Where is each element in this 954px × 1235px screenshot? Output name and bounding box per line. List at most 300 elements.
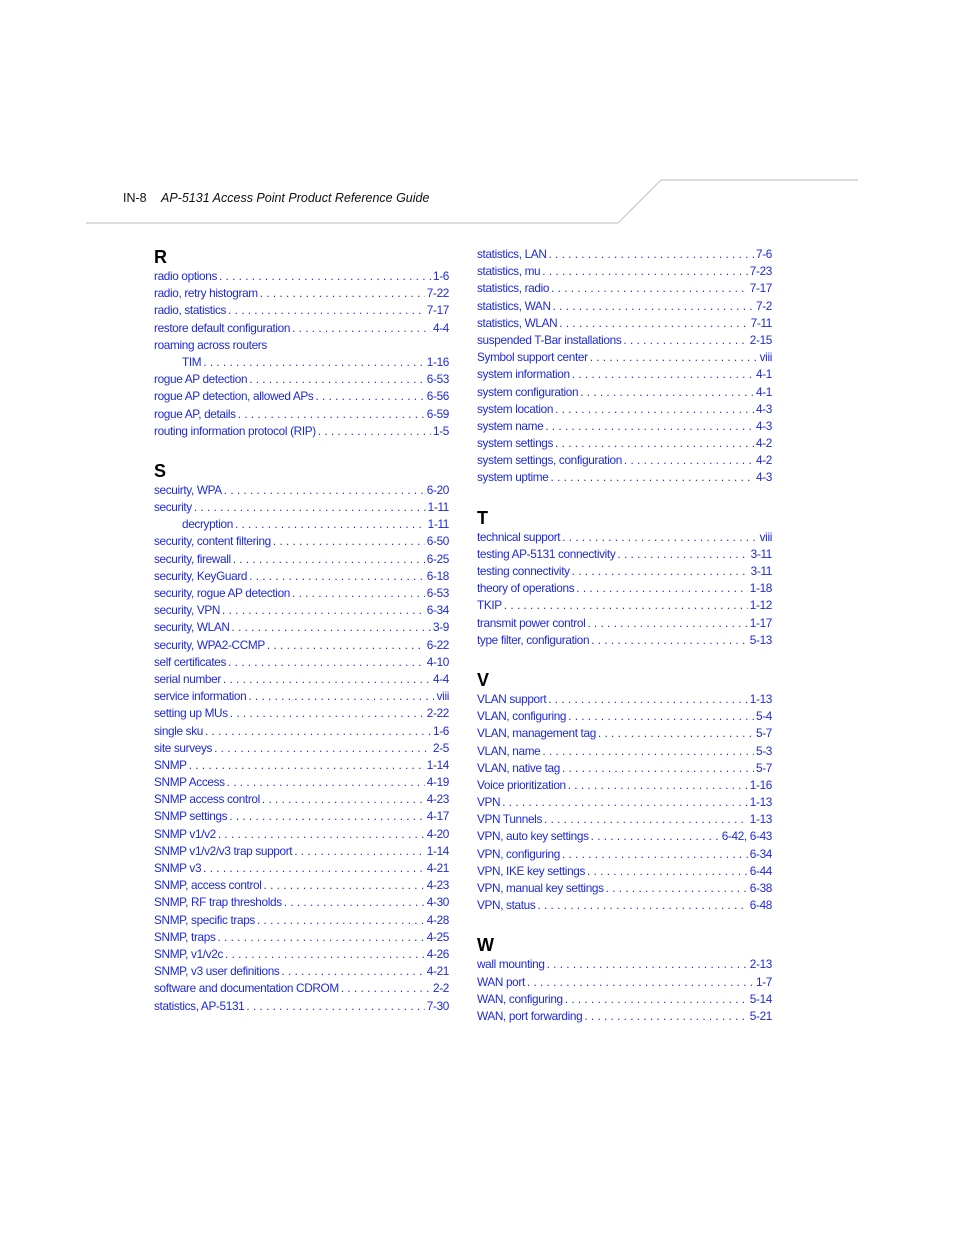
index-term[interactable]: SNMP, traps	[154, 929, 216, 944]
index-entry[interactable]	[477, 632, 772, 649]
index-entry[interactable]	[477, 384, 772, 401]
index-entry[interactable]	[477, 529, 772, 546]
index-entry[interactable]	[477, 469, 772, 486]
index-entry[interactable]	[154, 843, 449, 860]
index-entry[interactable]	[154, 585, 449, 602]
index-entry[interactable]	[154, 998, 449, 1015]
page-reference[interactable]: 7-17	[749, 281, 772, 296]
index-term[interactable]: SNMP, specific traps	[154, 912, 255, 927]
dot-leader	[590, 349, 758, 366]
index-entry[interactable]	[477, 846, 772, 863]
index-term[interactable]: security, VPN	[154, 603, 221, 618]
dot-leader	[219, 268, 431, 285]
index-term[interactable]: system location	[477, 401, 554, 416]
page-reference[interactable]: 6-53	[426, 586, 449, 600]
page-reference[interactable]: 5-13	[749, 632, 772, 647]
page-reference[interactable]: 2-13	[749, 957, 772, 972]
index-entry[interactable]	[477, 828, 772, 845]
dot-leader	[257, 912, 425, 929]
index-entry[interactable]	[477, 246, 772, 263]
dot-leader	[580, 384, 754, 401]
page-reference[interactable]: 3-11	[750, 564, 772, 578]
index-term[interactable]: WAN port	[477, 974, 525, 989]
dot-leader	[218, 929, 425, 946]
page-reference[interactable]: 4-26	[426, 946, 449, 961]
index-term[interactable]: self certificates	[154, 654, 227, 669]
index-entry[interactable]	[154, 268, 449, 285]
index-term[interactable]: decryption	[182, 517, 233, 532]
page-reference[interactable]: 1-11	[427, 500, 449, 515]
page-reference[interactable]: 1-6	[432, 269, 449, 283]
index-term[interactable]: VPN, IKE key settings	[477, 863, 586, 878]
index-term[interactable]: VPN, status	[477, 898, 536, 913]
index-term[interactable]: single sku	[154, 723, 203, 738]
page-reference[interactable]: 1-16	[749, 777, 772, 792]
page-reference[interactable]: 1-5	[432, 423, 449, 438]
page-reference[interactable]: 5-4	[755, 709, 772, 724]
dot-leader	[591, 828, 720, 845]
index-entry[interactable]	[154, 757, 449, 774]
index-term[interactable]: system information	[477, 367, 570, 382]
page-reference[interactable]: 5-7	[755, 760, 772, 775]
index-entry[interactable]	[154, 302, 449, 319]
page-reference[interactable]: viii	[759, 529, 772, 544]
index-section	[477, 669, 772, 914]
page-reference[interactable]: 4-28	[426, 912, 449, 927]
index-term[interactable]: statistics, LAN	[477, 247, 547, 261]
page-reference[interactable]: 4-2	[755, 436, 772, 451]
dot-leader	[548, 691, 748, 708]
index-term[interactable]: security, rogue AP detection	[154, 586, 291, 600]
page-reference[interactable]: 7-23	[749, 264, 772, 279]
index-term[interactable]: SNMP, access control	[154, 878, 262, 893]
page-reference[interactable]: 4-3	[755, 401, 772, 416]
dot-leader	[542, 743, 754, 760]
dot-leader	[273, 533, 425, 550]
index-entry[interactable]	[154, 671, 449, 688]
page-reference[interactable]: 1-14	[426, 843, 449, 858]
page-reference[interactable]: 4-17	[426, 809, 449, 824]
index-entry[interactable]	[477, 298, 772, 315]
index-term[interactable]: VLAN, management tag	[477, 726, 596, 741]
index-entry[interactable]	[154, 740, 449, 757]
index-term[interactable]: secuirty, WPA	[154, 482, 222, 497]
index-entry[interactable]	[154, 568, 449, 585]
page-reference[interactable]: 7-6	[755, 247, 772, 261]
index-term[interactable]: setting up MUs	[154, 706, 228, 721]
index-term[interactable]: theory of operations	[477, 581, 575, 596]
index-term[interactable]: security, KeyGuard	[154, 568, 248, 583]
index-term[interactable]: system settings, configuration	[477, 453, 622, 468]
index-section	[154, 246, 449, 440]
dot-leader	[591, 632, 748, 649]
dot-leader	[260, 285, 425, 302]
dot-leader	[218, 826, 425, 843]
dot-leader	[225, 946, 425, 963]
page-reference[interactable]: 1-7	[755, 974, 772, 989]
index-term[interactable]: routing information protocol (RIP)	[154, 423, 316, 438]
index-term[interactable]: TKIP	[477, 598, 502, 613]
dot-leader	[545, 418, 754, 435]
index-entry[interactable]	[154, 482, 449, 499]
page-reference[interactable]: 4-23	[426, 792, 449, 807]
index-entry[interactable]	[154, 619, 449, 636]
index-entry[interactable]	[154, 705, 449, 722]
index-entry[interactable]	[154, 320, 449, 337]
page-reference[interactable]: 1-13	[749, 691, 772, 706]
index-entry[interactable]	[154, 388, 449, 405]
index-term[interactable]: system name	[477, 418, 544, 433]
page-reference[interactable]: 2-2	[432, 981, 449, 996]
page-reference[interactable]: 6-34	[749, 846, 772, 861]
dot-leader	[553, 298, 754, 315]
index-entry[interactable]	[154, 808, 449, 825]
index-term[interactable]: SNMP, v3 user definitions	[154, 964, 280, 979]
dot-leader	[562, 846, 748, 863]
dot-leader	[246, 998, 424, 1015]
index-term[interactable]: TIM	[182, 354, 202, 369]
index-entry[interactable]	[154, 499, 449, 516]
index-entry[interactable]	[477, 366, 772, 383]
index-term[interactable]: VLAN, name	[477, 743, 541, 758]
index-entry[interactable]	[154, 371, 449, 388]
index-term[interactable]: SNMP v1/v2	[154, 826, 216, 841]
page-reference[interactable]: 4-25	[426, 929, 449, 944]
page-reference[interactable]: 6-59	[426, 406, 449, 421]
index-column-left	[154, 246, 449, 1015]
page-reference[interactable]: 3-9	[432, 620, 449, 635]
index-term[interactable]: statistics, WAN	[477, 298, 551, 313]
dot-leader	[555, 435, 754, 452]
index-entry[interactable]	[477, 597, 772, 614]
page-number: IN-8	[123, 191, 147, 205]
index-term[interactable]: security, content filtering	[154, 534, 271, 549]
index-entry[interactable]	[477, 580, 772, 597]
page-reference[interactable]: 6-38	[749, 881, 772, 895]
index-entry[interactable]	[477, 546, 772, 563]
index-term[interactable]: SNMP Access	[154, 775, 225, 790]
index-entry[interactable]	[154, 285, 449, 302]
page-reference[interactable]: 6-34	[426, 603, 449, 618]
page-reference[interactable]: viii	[759, 350, 772, 365]
section-letter: R	[154, 247, 167, 267]
page-reference[interactable]: 4-30	[426, 895, 449, 910]
dot-leader	[292, 320, 431, 337]
page-reference[interactable]: 6-53	[426, 372, 449, 387]
index-entry[interactable]	[154, 929, 449, 946]
index-term[interactable]: security, WLAN	[154, 620, 230, 635]
index-term[interactable]: WAN, port forwarding	[477, 1008, 583, 1023]
index-entry[interactable]	[477, 708, 772, 725]
index-entry[interactable]	[154, 423, 449, 440]
index-entry[interactable]	[154, 406, 449, 423]
index-term[interactable]: type filter, configuration	[477, 632, 590, 647]
index-term[interactable]: VPN Tunnels	[477, 812, 543, 827]
page-reference[interactable]: 6-42, 6-43	[721, 829, 772, 844]
index-term[interactable]: Symbol support center	[477, 350, 588, 365]
index-term[interactable]: software and documentation CDROM	[154, 981, 339, 996]
page-reference[interactable]: 4-3	[755, 418, 772, 433]
page-reference[interactable]: 5-14	[749, 991, 772, 1006]
index-entry[interactable]	[477, 691, 772, 708]
dot-leader	[587, 863, 748, 880]
page-reference[interactable]: 1-17	[749, 615, 772, 630]
dot-leader	[203, 860, 425, 877]
index-term[interactable]: rogue AP detection, allowed APs	[154, 389, 314, 404]
page-reference[interactable]: 6-56	[426, 389, 449, 404]
index-entry[interactable]	[477, 418, 772, 435]
dot-leader	[238, 406, 425, 423]
index-term[interactable]: WAN, configuring	[477, 991, 563, 1006]
index-entry[interactable]	[154, 337, 449, 354]
index-entry[interactable]	[477, 280, 772, 297]
index-term[interactable]: SNMP v3	[154, 861, 202, 875]
index-entry[interactable]	[477, 263, 772, 280]
page-reference[interactable]: 4-21	[426, 964, 449, 979]
page-reference[interactable]: 4-21	[426, 861, 449, 875]
page-reference[interactable]: 6-25	[426, 551, 449, 566]
dot-leader	[284, 894, 425, 911]
index-term[interactable]: SNMP, RF trap thresholds	[154, 895, 282, 910]
dot-leader	[568, 708, 754, 725]
index-entry[interactable]	[154, 688, 449, 705]
page-reference[interactable]: 6-18	[426, 568, 449, 583]
index-term[interactable]: security, firewall	[154, 551, 231, 566]
page-reference[interactable]: 1-13	[749, 795, 772, 810]
index-entry[interactable]	[477, 615, 772, 632]
dot-leader	[235, 516, 426, 533]
index-entry[interactable]	[154, 533, 449, 550]
page-reference[interactable]: 7-2	[755, 298, 772, 313]
index-term[interactable]: technical support	[477, 529, 561, 544]
index-entry[interactable]	[154, 791, 449, 808]
index-entry[interactable]	[154, 774, 449, 791]
page-reference[interactable]: 1-12	[749, 598, 772, 613]
page-reference[interactable]: 2-15	[749, 332, 772, 347]
page-reference[interactable]: 1-6	[432, 723, 449, 738]
index-term[interactable]: rogue AP, details	[154, 406, 236, 421]
page-reference[interactable]: 4-10	[426, 654, 449, 669]
dot-leader	[562, 529, 757, 546]
page-reference[interactable]: 6-20	[426, 482, 449, 497]
index-term[interactable]: statistics, AP-5131	[154, 998, 245, 1013]
dot-leader	[227, 774, 425, 791]
dot-leader	[294, 843, 425, 860]
index-term[interactable]: system settings	[477, 436, 554, 451]
dot-leader	[315, 388, 424, 405]
dot-leader	[248, 688, 434, 705]
index-entry[interactable]	[477, 401, 772, 418]
index-entry[interactable]	[477, 760, 772, 777]
index-term[interactable]: wall mounting	[477, 957, 545, 972]
dot-leader	[502, 794, 748, 811]
index-term[interactable]: restore default configuration	[154, 320, 291, 335]
index-entry[interactable]	[477, 974, 772, 991]
index-term[interactable]: serial number	[154, 671, 221, 686]
page-reference[interactable]: 6-44	[749, 863, 772, 878]
dot-leader	[249, 568, 425, 585]
index-entry[interactable]	[477, 811, 772, 828]
index-term[interactable]: testing connectivity	[477, 564, 570, 578]
page-reference[interactable]: 6-22	[426, 637, 449, 652]
index-entry[interactable]	[154, 894, 449, 911]
index-term[interactable]: VLAN, native tag	[477, 760, 560, 775]
index-term[interactable]: transmit power control	[477, 615, 586, 630]
index-entry[interactable]	[154, 637, 449, 654]
index-term[interactable]: VPN	[477, 795, 501, 810]
page-reference[interactable]: 2-22	[426, 706, 449, 721]
page-reference[interactable]: 1-16	[426, 354, 449, 369]
index-term[interactable]: service information	[154, 689, 247, 704]
index-term[interactable]: radio, statistics	[154, 303, 227, 318]
index-term[interactable]: SNMP, v1/v2c	[154, 946, 224, 961]
section-letter: W	[477, 935, 494, 956]
dot-leader	[587, 615, 747, 632]
index-entry[interactable]	[154, 551, 449, 568]
index-entry[interactable]	[477, 956, 772, 973]
index-entry[interactable]	[477, 725, 772, 742]
dot-leader	[224, 482, 425, 499]
index-entry[interactable]	[477, 794, 772, 811]
index-entry[interactable]	[477, 991, 772, 1008]
index-term[interactable]: security, WPA2-CCMP	[154, 637, 265, 652]
dot-leader	[230, 705, 425, 722]
section-letter: V	[477, 669, 490, 690]
page-reference[interactable]: 5-7	[755, 726, 772, 741]
dot-leader	[598, 725, 754, 742]
dot-leader	[617, 546, 748, 563]
dot-leader	[281, 963, 424, 980]
index-term[interactable]: VPN, configuring	[477, 846, 560, 861]
index-entry[interactable]	[477, 897, 772, 914]
index-term[interactable]: Voice prioritization	[477, 777, 566, 792]
page-reference[interactable]: 1-13	[749, 812, 772, 827]
index-entry[interactable]	[477, 435, 772, 452]
page-reference[interactable]: 5-21	[749, 1008, 772, 1023]
dot-leader	[214, 740, 431, 757]
index-term[interactable]: VPN, auto key settings	[477, 829, 589, 844]
index-term[interactable]: statistics, WLAN	[477, 315, 558, 330]
page-reference[interactable]: 7-17	[426, 303, 449, 318]
page-reference[interactable]: 1-18	[749, 581, 772, 596]
page-reference[interactable]: 3-11	[750, 546, 772, 561]
dot-leader	[228, 654, 425, 671]
dot-leader	[624, 452, 754, 469]
page-reference[interactable]: 1-14	[426, 757, 449, 772]
page-reference[interactable]: 4-20	[426, 826, 449, 841]
index-term[interactable]: suspended T-Bar installations	[477, 332, 622, 347]
section-letter: S	[154, 460, 167, 481]
index-entry[interactable]	[477, 332, 772, 349]
dot-leader	[264, 877, 425, 894]
index-term[interactable]: SNMP	[154, 757, 187, 772]
dot-leader	[576, 580, 748, 597]
page-reference[interactable]: 4-2	[755, 453, 772, 468]
index-entry[interactable]	[477, 315, 772, 332]
index-term[interactable]: SNMP access control	[154, 792, 260, 807]
dot-leader	[584, 1008, 747, 1025]
page-reference[interactable]: 5-3	[755, 743, 772, 758]
index-term[interactable]: statistics, radio	[477, 281, 550, 296]
index-entry[interactable]	[154, 963, 449, 980]
dot-leader	[233, 551, 425, 568]
page-reference[interactable]: 4-23	[426, 878, 449, 893]
index-entry[interactable]	[477, 880, 772, 897]
page-reference[interactable]: 4-4	[432, 320, 449, 335]
index-term[interactable]: rogue AP detection	[154, 372, 248, 387]
index-term[interactable]: SNMP v1/v2/v3 trap support	[154, 843, 293, 858]
page-reference[interactable]: 4-1	[755, 384, 772, 399]
index-entry[interactable]	[154, 516, 449, 533]
index-term[interactable]: security	[154, 500, 192, 515]
index-entry[interactable]	[154, 860, 449, 877]
section-letter: T	[477, 507, 488, 528]
page-reference[interactable]: 7-30	[426, 998, 449, 1013]
page-reference[interactable]: 4-3	[755, 470, 772, 485]
page-reference[interactable]: viii	[436, 689, 449, 704]
index-entry[interactable]	[477, 1008, 772, 1025]
index-term[interactable]: system uptime	[477, 470, 549, 485]
index-entry[interactable]	[154, 654, 449, 671]
index-entry[interactable]	[154, 723, 449, 740]
index-entry[interactable]	[477, 777, 772, 794]
page-reference[interactable]: 7-22	[426, 286, 449, 301]
index-entry[interactable]	[154, 946, 449, 963]
index-section	[477, 246, 772, 487]
index-entry[interactable]	[477, 863, 772, 880]
index-entry[interactable]	[477, 563, 772, 580]
index-term[interactable]: VPN, manual key settings	[477, 881, 604, 895]
dot-leader	[544, 811, 748, 828]
index-term[interactable]: statistics, mu	[477, 264, 541, 279]
dot-leader	[572, 366, 754, 383]
index-term[interactable]: radio options	[154, 269, 217, 283]
index-term[interactable]: site surveys	[154, 740, 213, 755]
index-term[interactable]: roaming across routers	[154, 337, 267, 352]
index-entry[interactable]	[154, 602, 449, 619]
dot-leader	[203, 354, 425, 371]
page-reference[interactable]: 6-48	[749, 898, 772, 913]
page-reference[interactable]: 2-5	[432, 740, 449, 755]
page-reference[interactable]: 6-50	[426, 534, 449, 549]
dot-leader	[559, 315, 748, 332]
index-term[interactable]: SNMP settings	[154, 809, 228, 824]
index-entry[interactable]	[477, 452, 772, 469]
page-reference[interactable]: 1-11	[427, 517, 449, 532]
index-entry[interactable]	[477, 349, 772, 366]
page-reference[interactable]: 4-19	[426, 775, 449, 790]
index-term[interactable]: VLAN support	[477, 691, 547, 706]
index-term[interactable]: testing AP-5131 connectivity	[477, 546, 616, 561]
dot-leader	[555, 401, 754, 418]
index-entry[interactable]	[154, 826, 449, 843]
index-column-right	[477, 246, 772, 1025]
index-entry[interactable]	[154, 877, 449, 894]
index-entry[interactable]	[154, 912, 449, 929]
index-entry[interactable]	[477, 743, 772, 760]
dot-leader	[606, 880, 748, 897]
dot-leader	[205, 723, 431, 740]
page-reference[interactable]: 4-1	[755, 367, 772, 382]
page-reference[interactable]: 7-11	[750, 315, 772, 330]
index-term[interactable]: VLAN, configuring	[477, 709, 567, 724]
index-entry[interactable]	[154, 354, 449, 371]
dot-leader	[292, 585, 425, 602]
index-term[interactable]: radio, retry histogram	[154, 286, 258, 301]
index-entry[interactable]	[154, 980, 449, 997]
page-reference[interactable]: 4-4	[432, 671, 449, 686]
index-term[interactable]: system configuration	[477, 384, 579, 399]
